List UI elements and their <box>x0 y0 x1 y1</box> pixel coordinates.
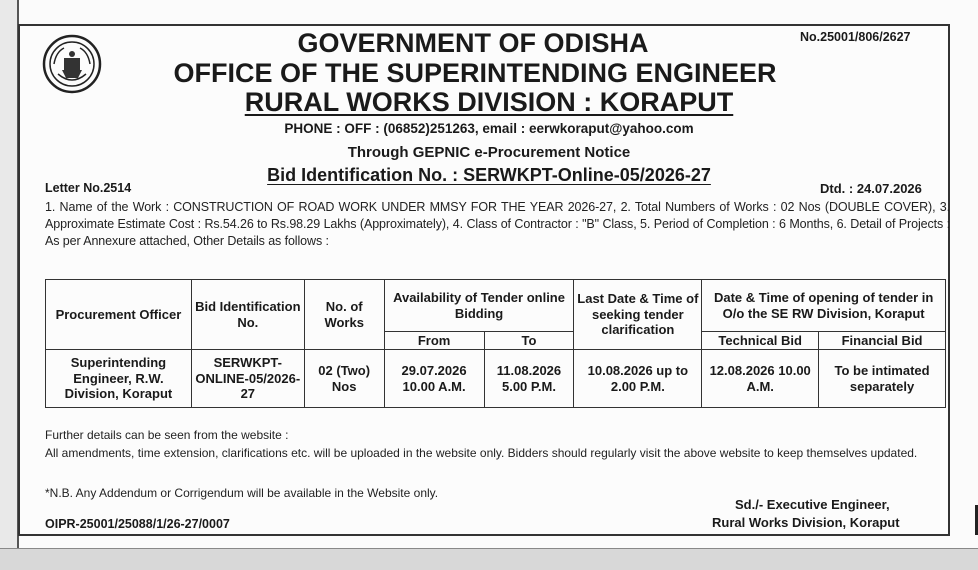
header-availability: Availability of Tender online Bidding <box>384 280 574 332</box>
cell-officer: Superintending Engineer, R.W. Division, Koraput <box>46 350 192 408</box>
bid-identification: Bid Identification No. : SERWKPT-Online-05/2026-27 <box>267 165 711 185</box>
work-details-paragraph: 1. Name of the Work : CONSTRUCTION OF ROAD WORK UNDER MMSY FOR THE YEAR 2026-27, 2. Total Numbers of Works : 02 Nos (DOUBLE COVER), 3. Approximate Estimate Cost : Rs.54.26 to Rs.98.29 Lakhs (Approximately), 4. Class of Contractor : "B" Class, 5. Period of Completion : 6 Months, 6. Detail of Projects : As per Annexure attached, Other Details as follows : <box>45 200 950 249</box>
cell-to: 11.08.2026 5.00 P.M. <box>484 350 574 408</box>
header-technical-bid: Technical Bid <box>702 332 819 350</box>
header-no-of-works: No. of Works <box>304 280 384 350</box>
notice-type: Through GEPNIC e-Procurement Notice <box>347 144 631 161</box>
header-to: To <box>484 332 574 350</box>
signature-line-2: Rural Works Division, Koraput <box>712 515 900 530</box>
header-procurement-officer: Procurement Officer <box>46 280 192 350</box>
cell-last-date: 10.08.2026 up to 2.00 P.M. <box>574 350 702 408</box>
note-amendments: All amendments, time extension, clarifications etc. will be uploaded in the website only. Bidders should regularly visit the above website to keep themselves updated. <box>45 446 918 460</box>
oipr-number: OIPR-25001/25088/1/26-27/0007 <box>45 517 230 531</box>
reference-number: No.25001/806/2627 <box>800 30 911 44</box>
tender-schedule-table <box>45 279 946 408</box>
cell-financial-bid: To be intimated separately <box>819 350 946 408</box>
signature-line-1: Sd./- Executive Engineer, <box>735 497 890 512</box>
notice-date: Dtd. : 24.07.2026 <box>820 181 922 196</box>
contact-line: PHONE : OFF : (06852)251263, email : eerwkoraput@yahoo.com <box>284 121 694 136</box>
division-title: RURAL WORKS DIVISION : KORAPUT <box>244 87 734 117</box>
government-title: GOVERNMENT OF ODISHA <box>297 28 649 58</box>
note-website: Further details can be seen from the website : <box>45 428 289 442</box>
header-bid-identification: Bid Identification No. <box>191 280 304 350</box>
header-financial-bid: Financial Bid <box>819 332 946 350</box>
cell-from: 29.07.2026 10.00 A.M. <box>384 350 484 408</box>
office-title: OFFICE OF THE SUPERINTENDING ENGINEER <box>173 58 777 88</box>
cell-technical-bid: 12.08.2026 10.00 A.M. <box>702 350 819 408</box>
bottom-strip <box>0 548 978 570</box>
cell-works: 02 (Two) Nos <box>304 350 384 408</box>
header-from: From <box>384 332 484 350</box>
header-last-date: Last Date & Time of seeking tender clarification <box>574 280 702 350</box>
cell-bid-id: SERWKPT-ONLINE-05/2026-27 <box>191 350 304 408</box>
note-addendum: *N.B. Any Addendum or Corrigendum will be available in the Website only. <box>45 486 439 500</box>
letter-number: Letter No.2514 <box>45 181 132 195</box>
header-opening: Date & Time of opening of tender in O/o the SE RW Division, Koraput <box>702 280 946 332</box>
